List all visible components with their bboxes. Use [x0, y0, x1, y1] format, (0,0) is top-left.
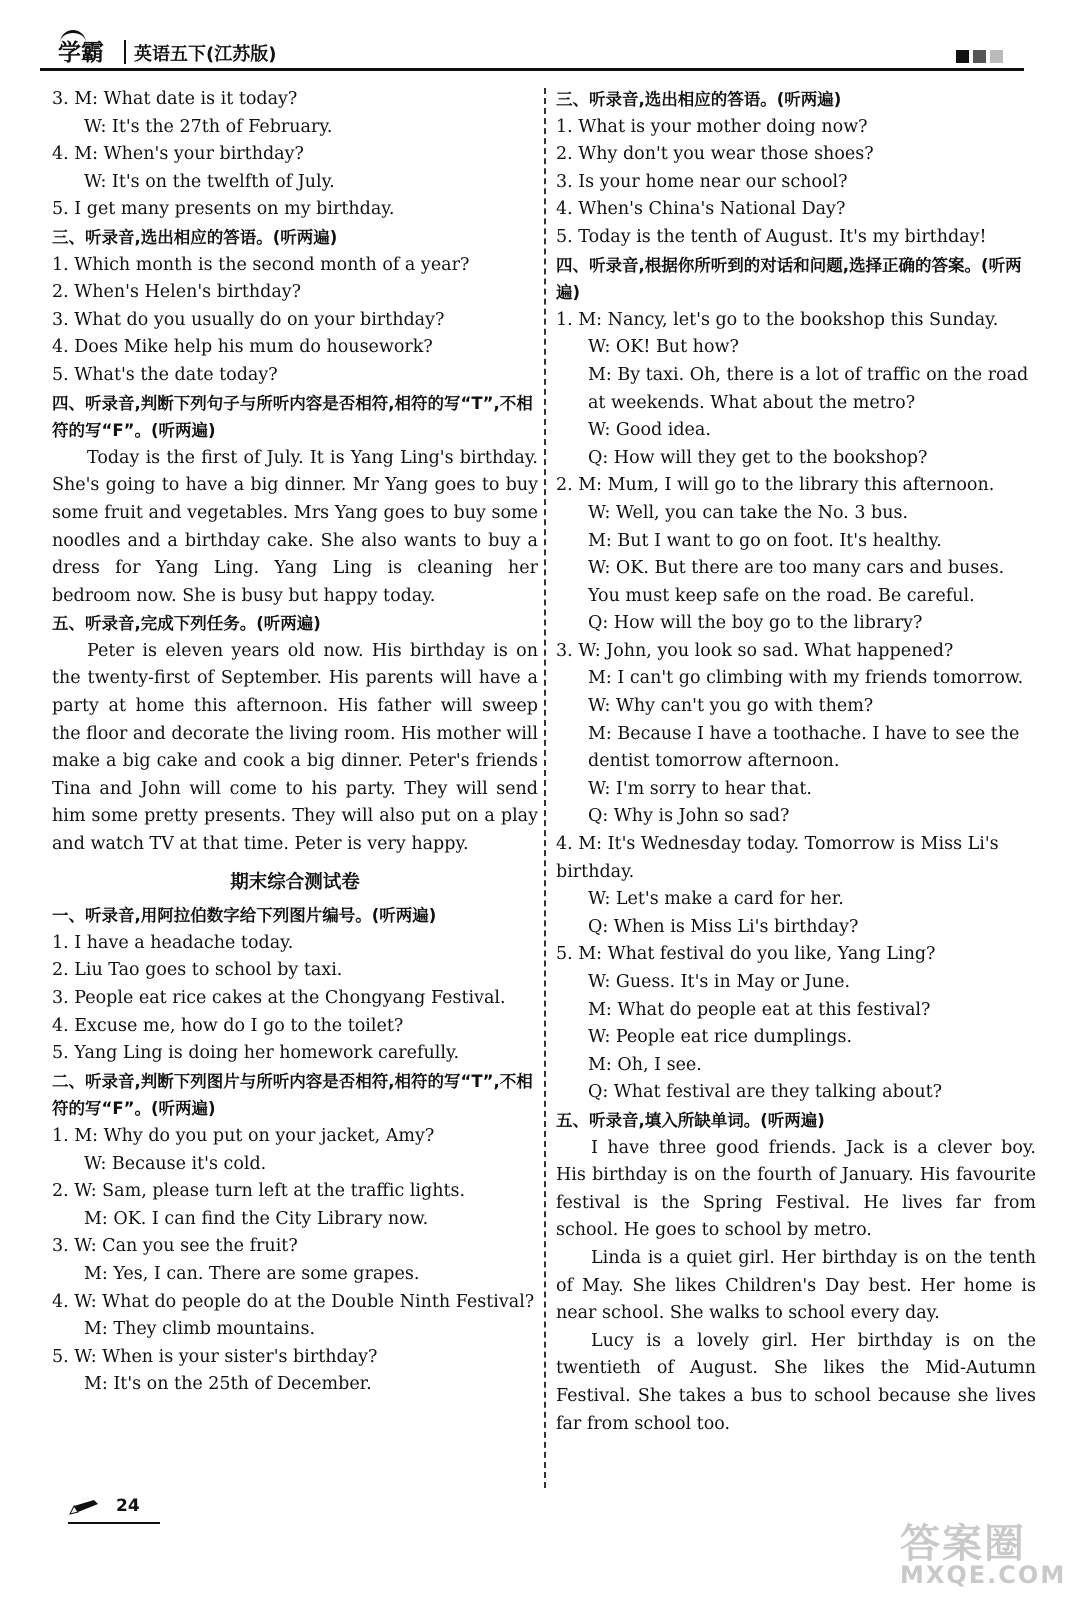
text-line: W: Good idea. [588, 420, 711, 441]
text-line: 4. M: It's Wednesday today. Tomorrow is Miss Li's birthday. [556, 834, 999, 882]
section-heading: 五、听录音,完成下列任务。(听两遍) [52, 614, 321, 634]
text-line: 5. Yang Ling is doing her homework carefully. [52, 1043, 460, 1064]
watermark-logo: 答案圈 [900, 1521, 1026, 1567]
text-line: 3. People eat rice cakes at the Chongyang Festival. [52, 988, 506, 1008]
text-line: Q: When is Miss Li's birthday? [588, 916, 859, 937]
text-line: W: Let's make a card for her. [588, 889, 844, 910]
text-line: M: But I want to go on foot. It's healthy. [588, 530, 942, 551]
right-column [556, 86, 1036, 1438]
square-icon [956, 50, 969, 63]
section-heading: 二、听录音,判断下列图片与所听内容是否相符,相符的写“T”,不相符的写“F”。(听两遍) [52, 1071, 533, 1119]
passage-paragraph: Lucy is a lovely girl. Her birthday is on the twentieth of August. She likes the Mid-Autumn Festival. She takes a bus to school because she lives far from school too. [556, 1330, 1036, 1434]
text-line: M: Yes, I can. There are some grapes. [84, 1263, 420, 1284]
text-line: 3. Is your home near our school? [556, 171, 848, 192]
square-icon [990, 50, 1003, 63]
passage-paragraph: I have three good friends. Jack is a clever boy. His birthday is on the fourth of January. His favourite festival is the Spring Festival. He lives far from school. He goes to school by metro. [556, 1137, 1036, 1241]
column-divider [544, 88, 546, 1488]
header-rule [40, 68, 1024, 71]
text-line: 4. W: What do people do at the Double Ninth Festival? [52, 1291, 535, 1312]
text-line: Q: How will the boy go to the library? [588, 613, 923, 634]
text-line: 2. M: Mum, I will go to the library this afternoon. [556, 475, 995, 496]
text-line: W: Guess. It's in May or June. [588, 972, 851, 992]
text-line: 4. M: When's your birthday? [52, 144, 304, 165]
section-heading: 一、听录音,用阿拉伯数字给下列图片编号。(听两遍) [52, 906, 437, 926]
text-line: 1. Which month is the second month of a year? [52, 254, 470, 275]
text-line: W: Because it's cold. [84, 1153, 267, 1174]
text-line: W: It's on the twelfth of July. [84, 171, 335, 192]
text-line: 3. W: John, you look so sad. What happened? [556, 640, 954, 661]
text-line: W: It's the 27th of February. [84, 116, 333, 137]
section-heading: 四、听录音,根据你所听到的对话和问题,选择正确的答案。(听两遍) [556, 255, 1022, 303]
text-line: 4. Excuse me, how do I go to the toilet? [52, 1015, 404, 1036]
text-line: W: People eat rice dumplings. [588, 1027, 853, 1048]
section-heading: 三、听录音,选出相应的答语。(听两遍) [556, 90, 842, 109]
text-line: W: OK! But how? [588, 337, 739, 358]
text-line: 1. What is your mother doing now? [556, 116, 868, 137]
text-line: W: I'm sorry to hear that. [588, 778, 812, 799]
header-squares [956, 50, 1007, 69]
text-line: 3. W: Can you see the fruit? [52, 1236, 298, 1257]
text-line: Q: How will they get to the bookshop? [588, 447, 928, 468]
text-line: Q: Why is John so sad? [588, 806, 790, 827]
text-line: M: By taxi. Oh, there is a lot of traffic on the road at weekends. What about the metro? [588, 364, 1029, 413]
text-line: M: I can't go climbing with my friends tomorrow. [588, 668, 1024, 689]
passage-paragraph: Today is the first of July. It is Yang Ling's birthday. She's going to have a big dinner. Mr Yang goes to buy some fruit and vegetables. Mrs Yang goes to buy some noodles and a birthday cake. She also wants to buy a dress for Yang Ling. Yang Ling is cleaning her bedroom now. She is busy but happy today. [52, 447, 538, 606]
text-line: 4. Does Mike help his mum do housework? [52, 337, 433, 358]
book-title: 英语五下(江苏版) [134, 44, 277, 65]
text-line: 1. I have a headache today. [52, 932, 294, 953]
text-line: M: It's on the 25th of December. [84, 1374, 372, 1395]
text-line: 5. I get many presents on my birthday. [52, 199, 395, 220]
text-line: 3. What do you usually do on your birthday? [52, 309, 445, 330]
passage-paragraph: Linda is a quiet girl. Her birthday is on the tenth of May. She likes Children's Day best. Her home is near school. She walks to school every day. [556, 1247, 1036, 1324]
text-line: 3. M: What date is it today? [52, 89, 298, 109]
page-header [0, 0, 1072, 70]
text-line: 2. Liu Tao goes to school by taxi. [52, 960, 343, 981]
text-line: M: What do people eat at this festival? [588, 999, 931, 1020]
text-line: 5. W: When is your sister's birthday? [52, 1346, 378, 1367]
text-line: 5. Today is the tenth of August. It's my birthday! [556, 226, 987, 247]
header-separator [124, 40, 126, 64]
text-line: 5. M: What festival do you like, Yang Ling? [556, 944, 936, 965]
text-line: M: They climb mountains. [84, 1319, 316, 1340]
section-heading: 三、听录音,选出相应的答语。(听两遍) [52, 227, 338, 247]
section-heading: 四、听录音,判断下列句子与所听内容是否相符,相符的写“T”,不相符的写“F”。(听两遍) [52, 393, 533, 441]
test-title: 期末综合测试卷 [230, 871, 360, 893]
text-line: W: Why can't you go with them? [588, 696, 874, 717]
watermark [900, 1512, 1066, 1589]
square-icon [973, 50, 986, 63]
text-line: 2. W: Sam, please turn left at the traffic lights. [52, 1181, 466, 1202]
text-line: 5. What's the date today? [52, 364, 278, 385]
footer-rule [68, 1522, 160, 1524]
page-number: 24 [116, 1496, 140, 1516]
text-line: 1. M: Nancy, let's go to the bookshop this Sunday. [556, 309, 999, 330]
text-line: 2. When's Helen's birthday? [52, 282, 302, 303]
text-line: Q: What festival are they talking about? [588, 1082, 942, 1103]
passage-paragraph: Peter is eleven years old now. His birthday is on the twenty-first of September. His parents will have a party at home this afternoon. His father will sweep the floor and decorate the living room. His mother will make a big cake and cook a big dinner. Peter's friends Tina and John will come to his party. They will send him some pretty presents. They will also put on a play and watch TV at that time. Peter is very happy. [52, 640, 538, 855]
text-line: W: Well, you can take the No. 3 bus. [588, 502, 909, 523]
section-heading: 五、听录音,填入所缺单词。(听两遍) [556, 1110, 825, 1130]
text-line: M: OK. I can find the City Library now. [84, 1208, 429, 1229]
left-column [52, 86, 538, 1399]
text-line: 1. M: Why do you put on your jacket, Amy? [52, 1125, 435, 1146]
pencil-icon [68, 1500, 100, 1516]
text-line: 2. Why don't you wear those shoes? [556, 144, 874, 165]
text-line: W: OK. But there are too many cars and buses. You must keep safe on the road. Be careful. [588, 558, 1005, 606]
text-line: M: Because I have a toothache. I have to see the dentist tomorrow afternoon. [588, 723, 1020, 772]
text-line: 4. When's China's National Day? [556, 199, 846, 220]
watermark-url: MXQE.COM [900, 1561, 1067, 1589]
brand-logo: 学霸 [58, 40, 104, 66]
text-line: M: Oh, I see. [588, 1054, 702, 1075]
